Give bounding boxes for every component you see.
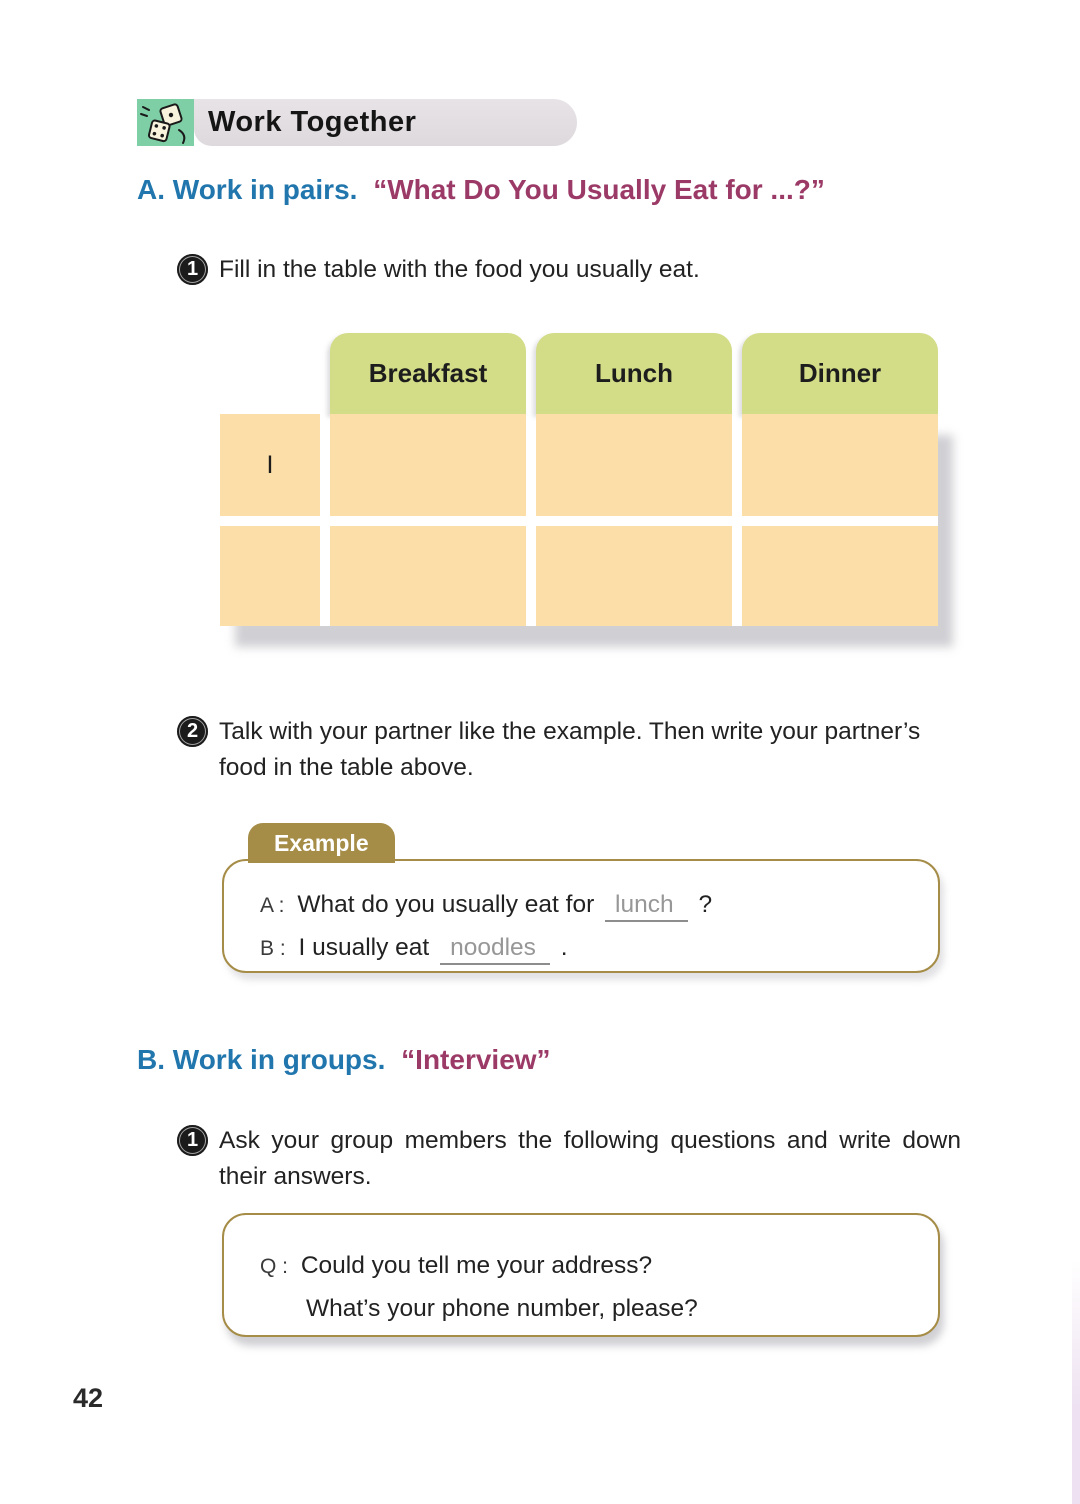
example-a-punctuation: ? bbox=[698, 891, 713, 918]
speaker-a: A : bbox=[260, 894, 285, 917]
task-b1-text: Ask your group members the following questions and write down their answers. bbox=[219, 1127, 961, 1190]
example-tab: Example bbox=[248, 823, 395, 863]
example-b-text: I usually eat bbox=[298, 934, 430, 961]
section-a-heading bbox=[137, 174, 825, 206]
row2-breakfast-cell[interactable] bbox=[330, 526, 526, 626]
column-header-breakfast: Breakfast bbox=[330, 333, 526, 414]
food-table-header-row bbox=[220, 333, 938, 414]
row1-breakfast-cell[interactable] bbox=[330, 414, 526, 516]
section-b-heading bbox=[137, 1044, 551, 1076]
section-a-label: A. Work in pairs. bbox=[137, 174, 358, 205]
row2-lunch-cell[interactable] bbox=[536, 526, 732, 626]
row2-dinner-cell[interactable] bbox=[742, 526, 938, 626]
speaker-b: B : bbox=[260, 937, 286, 960]
dice-icon bbox=[137, 99, 194, 146]
task-a2-number-badge: 2 bbox=[177, 716, 208, 747]
example-line-a bbox=[260, 884, 908, 927]
question-line-2: What’s your phone number, please? bbox=[306, 1295, 698, 1322]
task-a1-number-badge: 1 bbox=[177, 254, 208, 285]
speaker-q: Q : bbox=[260, 1255, 289, 1278]
example-box bbox=[222, 859, 940, 973]
example-a-text: What do you usually eat for bbox=[297, 891, 595, 918]
task-a1 bbox=[177, 252, 961, 288]
work-together-header bbox=[137, 99, 577, 146]
row1-dinner-cell[interactable] bbox=[742, 414, 938, 516]
column-header-lunch: Lunch bbox=[536, 333, 732, 414]
table-corner-spacer bbox=[220, 333, 320, 414]
section-b-title: “Interview” bbox=[401, 1044, 551, 1075]
task-a1-text: Fill in the table with the food you usually eat. bbox=[219, 256, 700, 283]
row1-lunch-cell[interactable] bbox=[536, 414, 732, 516]
page-number: 42 bbox=[73, 1383, 104, 1413]
question-line-1 bbox=[260, 1245, 908, 1288]
page-title: Work Together bbox=[208, 106, 417, 138]
example-line-b bbox=[260, 927, 908, 970]
column-header-dinner: Dinner bbox=[742, 333, 938, 414]
header-strip bbox=[194, 99, 577, 146]
food-table-body bbox=[220, 414, 938, 626]
task-b1 bbox=[177, 1123, 961, 1195]
task-b1-number-badge: 1 bbox=[177, 1125, 208, 1156]
section-a-title: “What Do You Usually Eat for ...?” bbox=[373, 174, 825, 205]
example-b-blank: noodles bbox=[440, 934, 550, 965]
task-a2-text: Talk with your partner like the example. Then write your partner’s food in the table above. bbox=[219, 718, 921, 781]
example-a-blank: lunch bbox=[605, 891, 688, 922]
question-1-text: Could you tell me your address? bbox=[300, 1252, 653, 1279]
row1-label-cell: I bbox=[220, 414, 320, 516]
row2-label-cell[interactable] bbox=[220, 526, 320, 626]
example-b-punctuation: . bbox=[560, 934, 568, 961]
page-edge-tint bbox=[1072, 1260, 1080, 1504]
question-box bbox=[222, 1213, 940, 1337]
task-a2 bbox=[177, 714, 961, 786]
food-table bbox=[220, 333, 938, 626]
section-b-label: B. Work in groups. bbox=[137, 1044, 386, 1075]
